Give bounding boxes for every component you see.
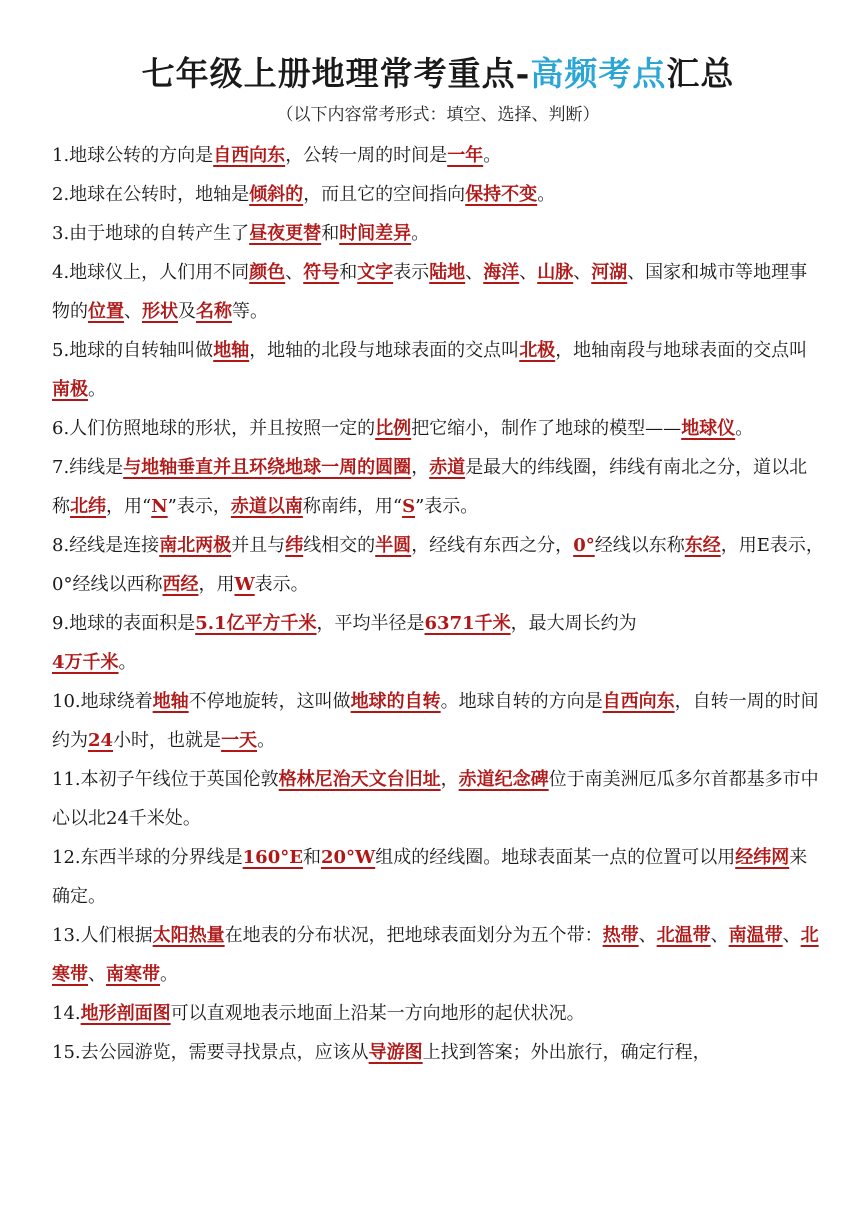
text-segment: 位于南美洲厄瓜多尔首都基多市中心以北24千米处。	[52, 769, 819, 829]
text-segment: 12.东西半球的分界线是	[52, 847, 243, 868]
knowledge-point-11	[52, 760, 824, 838]
text-segment: ，公转一周的时间是	[285, 145, 448, 166]
keyword: 名称	[196, 301, 232, 322]
keyword: 海洋	[483, 262, 520, 283]
keyword: 半圆	[375, 535, 412, 556]
knowledge-point-13	[52, 916, 824, 994]
title-tail: 汇总	[666, 54, 735, 93]
keyword: 比例	[375, 418, 412, 439]
keyword: 北寒带	[52, 925, 819, 985]
text-segment: ，最大周长约为	[510, 613, 637, 634]
text-segment: 、	[638, 925, 657, 946]
text-segment: 7.纬线是	[52, 457, 124, 478]
text-segment: 、	[519, 262, 538, 283]
text-segment: ，用	[198, 574, 235, 595]
text-segment: 、	[285, 262, 304, 283]
text-segment: ，而且它的空间指向	[303, 184, 466, 205]
keyword: 地轴	[152, 691, 189, 712]
keyword: 保持不变	[465, 184, 538, 205]
keyword: 北纬	[70, 496, 106, 517]
keyword: 北极	[519, 340, 556, 361]
text-segment: 把它缩小，制作了地球的模型——	[411, 418, 682, 439]
text-segment: ，地轴南段与地球表面的交点叫	[555, 340, 808, 361]
text-segment: 。	[257, 730, 276, 751]
keyword: 颜色	[249, 262, 286, 283]
text-segment: 来确定。	[52, 847, 808, 907]
text-segment: 。	[537, 184, 556, 205]
keyword: 4万千米	[52, 652, 119, 673]
text-segment: 3.由于地球的自转产生了	[52, 223, 250, 244]
knowledge-point-1	[52, 136, 824, 175]
keyword: 地球的自转	[350, 691, 441, 712]
subtitle: （以下内容常考形式：填空、选择、判断）	[276, 105, 600, 125]
text-segment: 不停地旋转，这叫做	[188, 691, 351, 712]
keyword: 时间差异	[339, 223, 412, 244]
keyword: 6371千米	[424, 613, 511, 634]
keyword: 符号	[303, 262, 340, 283]
keyword: 形状	[142, 301, 178, 322]
text-segment: 14.	[52, 1003, 81, 1024]
text-segment: ，平均半径是	[316, 613, 425, 634]
keyword: 24	[88, 730, 114, 751]
keyword: 热带	[602, 925, 639, 946]
knowledge-point-3	[52, 214, 824, 253]
text-segment: 。	[160, 964, 178, 985]
knowledge-point-15	[52, 1033, 824, 1072]
text-segment: ，地轴的北段与地球表面的交点叫	[249, 340, 520, 361]
keyword: 赤道纪念碑	[458, 769, 549, 790]
keyword: 5.1亿平方千米	[195, 613, 317, 634]
keyword: 导游图	[368, 1042, 423, 1063]
keyword: 太阳热量	[152, 925, 225, 946]
text-segment: 、	[573, 262, 592, 283]
text-segment: 8.经线是连接	[52, 535, 160, 556]
text-segment: ”表示，	[167, 496, 231, 517]
keyword: 与地轴垂直并且环绕地球一周的圆圈	[123, 457, 412, 478]
keyword: 南寒带	[106, 964, 160, 985]
keyword: 地形剖面图	[80, 1003, 171, 1024]
text-segment: 、	[782, 925, 801, 946]
keyword: 纬	[285, 535, 304, 556]
text-segment: 称南纬，用“	[302, 496, 403, 517]
text-segment: 并且与	[231, 535, 286, 556]
text-segment: 6.人们仿照地球的形状，并且按照一定的	[52, 418, 376, 439]
text-segment: 等。	[232, 301, 268, 322]
keyword: 东经	[684, 535, 721, 556]
knowledge-point-8	[52, 526, 824, 604]
text-segment: ，	[440, 769, 459, 790]
keyword: 陆地	[429, 262, 466, 283]
keyword: 经纬网	[735, 847, 790, 868]
knowledge-point-6	[52, 409, 824, 448]
text-segment: 10.地球绕着	[52, 691, 153, 712]
keyword: S	[402, 496, 416, 517]
keyword: 北温带	[656, 925, 711, 946]
keyword: 格林尼治天文台旧址	[278, 769, 441, 790]
text-segment: 9.地球的表面积是	[52, 613, 196, 634]
text-segment: 5.地球的自转轴叫做	[52, 340, 214, 361]
text-segment: 。	[88, 379, 106, 400]
text-segment: 是最大的纬线圈，纬线有南北之分，道以北称	[52, 457, 808, 517]
text-segment: 、	[710, 925, 729, 946]
keyword: 倾斜的	[249, 184, 304, 205]
knowledge-point-list	[52, 136, 824, 1072]
text-segment: 、	[88, 964, 106, 985]
text-segment: 、	[465, 262, 484, 283]
knowledge-point-7	[52, 448, 824, 526]
keyword: 20°W	[320, 847, 376, 868]
text-segment: ，经线有东西之分，	[411, 535, 574, 556]
keyword: 昼夜更替	[249, 223, 322, 244]
keyword: W	[234, 574, 255, 595]
text-segment: 。地球自转的方向是	[440, 691, 603, 712]
text-segment: 2.地球在公转时，地轴是	[52, 184, 250, 205]
text-segment: 4.地球仪上，人们用不同	[52, 262, 250, 283]
keyword: 自西向东	[602, 691, 675, 712]
title-main: 七年级上册地理常考重点-	[141, 54, 531, 93]
text-segment: 、	[124, 301, 142, 322]
text-segment: 表示。	[254, 574, 309, 595]
text-segment: ，用E表示，0°经线以西称	[52, 535, 824, 595]
text-segment: 。	[411, 223, 430, 244]
keyword: 文字	[357, 262, 394, 283]
knowledge-point-4	[52, 253, 824, 331]
text-segment: 。	[483, 145, 502, 166]
text-segment: 线相交的	[303, 535, 376, 556]
text-segment: 上找到答案；外出旅行，确定行程，	[422, 1042, 711, 1063]
keyword: 地轴	[213, 340, 250, 361]
knowledge-point-10	[52, 682, 824, 760]
keyword: 160°E	[242, 847, 303, 868]
text-segment: 。	[118, 652, 137, 673]
text-segment: ，	[411, 457, 430, 478]
knowledge-point-12	[52, 838, 824, 916]
text-segment: 及	[178, 301, 196, 322]
keyword: 一天	[221, 730, 258, 751]
keyword: 南温带	[728, 925, 783, 946]
text-segment: ”表示。	[415, 496, 479, 517]
knowledge-point-2	[52, 175, 824, 214]
keyword: 0°	[573, 535, 595, 556]
text-segment: 1.地球公转的方向是	[52, 145, 214, 166]
text-segment: ，用“	[106, 496, 152, 517]
keyword: 赤道以南	[230, 496, 303, 517]
keyword: 南极	[52, 379, 88, 400]
text-segment: 11.本初子午线位于英国伦敦	[52, 769, 279, 790]
text-segment: 组成的经线圈。地球表面某一点的位置可以用	[375, 847, 736, 868]
knowledge-point-5	[52, 331, 824, 409]
keyword: 位置	[88, 301, 124, 322]
text-segment: 和	[321, 223, 340, 244]
text-segment: 和	[302, 847, 321, 868]
keyword: 河湖	[591, 262, 628, 283]
keyword: 地球仪	[681, 418, 736, 439]
title-highlight: 高频考点	[530, 54, 667, 93]
knowledge-point-14	[52, 994, 824, 1033]
text-segment: 在地表的分布状况，把地球表面划分为五个带：	[224, 925, 603, 946]
text-segment: 可以直观地表示地面上沿某一方向地形的起伏状况。	[170, 1003, 585, 1024]
text-segment: 。	[735, 418, 754, 439]
keyword: 山脉	[537, 262, 574, 283]
keyword: 自西向东	[213, 145, 286, 166]
text-segment: 和	[339, 262, 358, 283]
text-segment: 表示	[393, 262, 430, 283]
text-segment: 15.去公园游览，需要寻找景点，应该从	[52, 1042, 369, 1063]
keyword: 南北两极	[159, 535, 232, 556]
text-segment: 经线以东称	[594, 535, 685, 556]
text-segment: 、国家和城市等地理事物的	[52, 262, 808, 322]
text-segment: 13.人们根据	[52, 925, 153, 946]
keyword: 赤道	[429, 457, 466, 478]
keyword: 西经	[162, 574, 199, 595]
page-title	[52, 0, 824, 100]
keyword: N	[151, 496, 168, 517]
text-segment: ，自转一周的时间约为	[52, 691, 819, 751]
knowledge-point-9	[52, 604, 824, 682]
text-segment: 小时，也就是	[113, 730, 222, 751]
keyword: 一年	[447, 145, 484, 166]
